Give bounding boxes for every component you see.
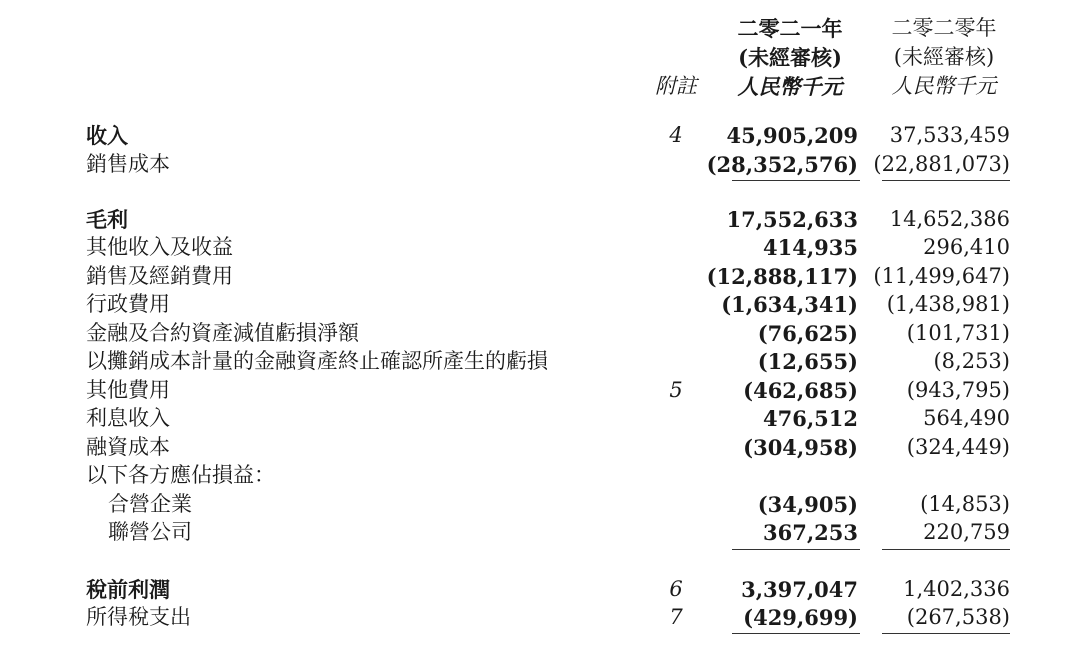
value-2021: (28,352,576) (706, 152, 858, 177)
row-label: 毛利 (86, 207, 128, 232)
row-note: 7 (669, 605, 683, 629)
value-2020: (22,881,073) (873, 152, 1010, 176)
row-label: 合營企業 (108, 492, 192, 516)
table-row (0, 404, 1080, 433)
row-label: 以攤銷成本計量的金融資產終止確認所產生的虧損 (86, 349, 548, 373)
value-2020: (14,853) (920, 492, 1010, 516)
row-label: 其他費用 (86, 378, 170, 402)
underline-2020-cost-of-sales (882, 180, 1010, 181)
table-row (0, 518, 1080, 547)
value-2020: 296,410 (923, 235, 1010, 259)
table-row (0, 461, 1080, 490)
row-label: 稅前利潤 (86, 577, 170, 602)
underline-2020-income-tax (882, 633, 1010, 634)
value-2021: (304,958) (743, 435, 858, 460)
value-2021: (1,634,341) (721, 292, 858, 317)
value-2021: 367,253 (763, 520, 858, 545)
col-2020-header (876, 14, 1012, 101)
value-2021: 476,512 (763, 406, 858, 431)
row-label: 銷售成本 (86, 152, 170, 176)
row-label: 銷售及經銷費用 (86, 264, 233, 288)
value-2021: (76,625) (757, 321, 858, 346)
table-row (0, 490, 1080, 519)
underline-2021-income-tax (732, 633, 860, 634)
row-label: 金融及合約資產減值虧損淨額 (86, 321, 359, 345)
row-label: 以下各方應佔損益： (86, 463, 275, 487)
value-2020: (943,795) (906, 378, 1010, 402)
table-row (0, 319, 1080, 348)
underline-2021-cost-of-sales (732, 180, 860, 181)
table-row (0, 347, 1080, 376)
row-label: 其他收入及收益 (86, 235, 233, 259)
table-row (0, 233, 1080, 262)
value-2021: (12,888,117) (706, 264, 858, 289)
row-label: 行政費用 (86, 292, 170, 316)
row-label: 所得稅支出 (86, 605, 191, 629)
value-2021: 3,397,047 (741, 577, 858, 602)
value-2020: (267,538) (906, 605, 1010, 629)
table-row (0, 205, 1080, 234)
value-2020: (11,499,647) (873, 264, 1010, 288)
row-label: 聯營公司 (108, 520, 192, 544)
row-label: 融資成本 (86, 435, 170, 459)
value-2021: (34,905) (757, 492, 858, 517)
table-row (0, 262, 1080, 291)
col-2020-year: 二零二零年 (891, 16, 997, 40)
value-2021: 17,552,633 (726, 207, 858, 232)
col-2020-unit: 人民幣千元 (891, 74, 997, 98)
value-2020: (324,449) (906, 435, 1010, 459)
row-label: 收入 (86, 123, 128, 148)
value-2021: (462,685) (743, 378, 858, 403)
value-2020: 37,533,459 (889, 123, 1010, 147)
table-row (0, 290, 1080, 319)
table-row (0, 150, 1080, 179)
table-row (0, 603, 1080, 632)
col-2021-audit: (未經審核) (738, 45, 842, 70)
value-2020: 220,759 (923, 520, 1010, 544)
value-2021: (429,699) (743, 605, 858, 630)
table-row (0, 575, 1080, 604)
col-note-header: 附註 (655, 74, 697, 98)
row-note: 6 (669, 577, 683, 601)
value-2020: (101,731) (906, 321, 1010, 345)
row-note: 5 (669, 378, 683, 402)
col-2020-audit: (未經審核) (893, 45, 995, 69)
table-row (0, 376, 1080, 405)
value-2020: 564,490 (923, 406, 1010, 430)
row-note: 4 (669, 123, 683, 147)
col-2021-year: 二零二一年 (737, 16, 843, 41)
col-2021-header (722, 14, 858, 101)
value-2020: (1,438,981) (886, 292, 1010, 316)
col-2021-unit: 人民幣千元 (737, 74, 843, 99)
value-2021: 414,935 (763, 235, 858, 260)
row-label: 利息收入 (86, 406, 170, 430)
table-row (0, 121, 1080, 150)
value-2021: 45,905,209 (726, 123, 858, 148)
value-2020: (8,253) (933, 349, 1010, 373)
underline-2020-associates (882, 549, 1010, 550)
value-2020: 14,652,386 (889, 207, 1010, 231)
value-2020: 1,402,336 (903, 577, 1010, 601)
underline-2021-associates (732, 549, 860, 550)
value-2021: (12,655) (757, 349, 858, 374)
table-row (0, 433, 1080, 462)
